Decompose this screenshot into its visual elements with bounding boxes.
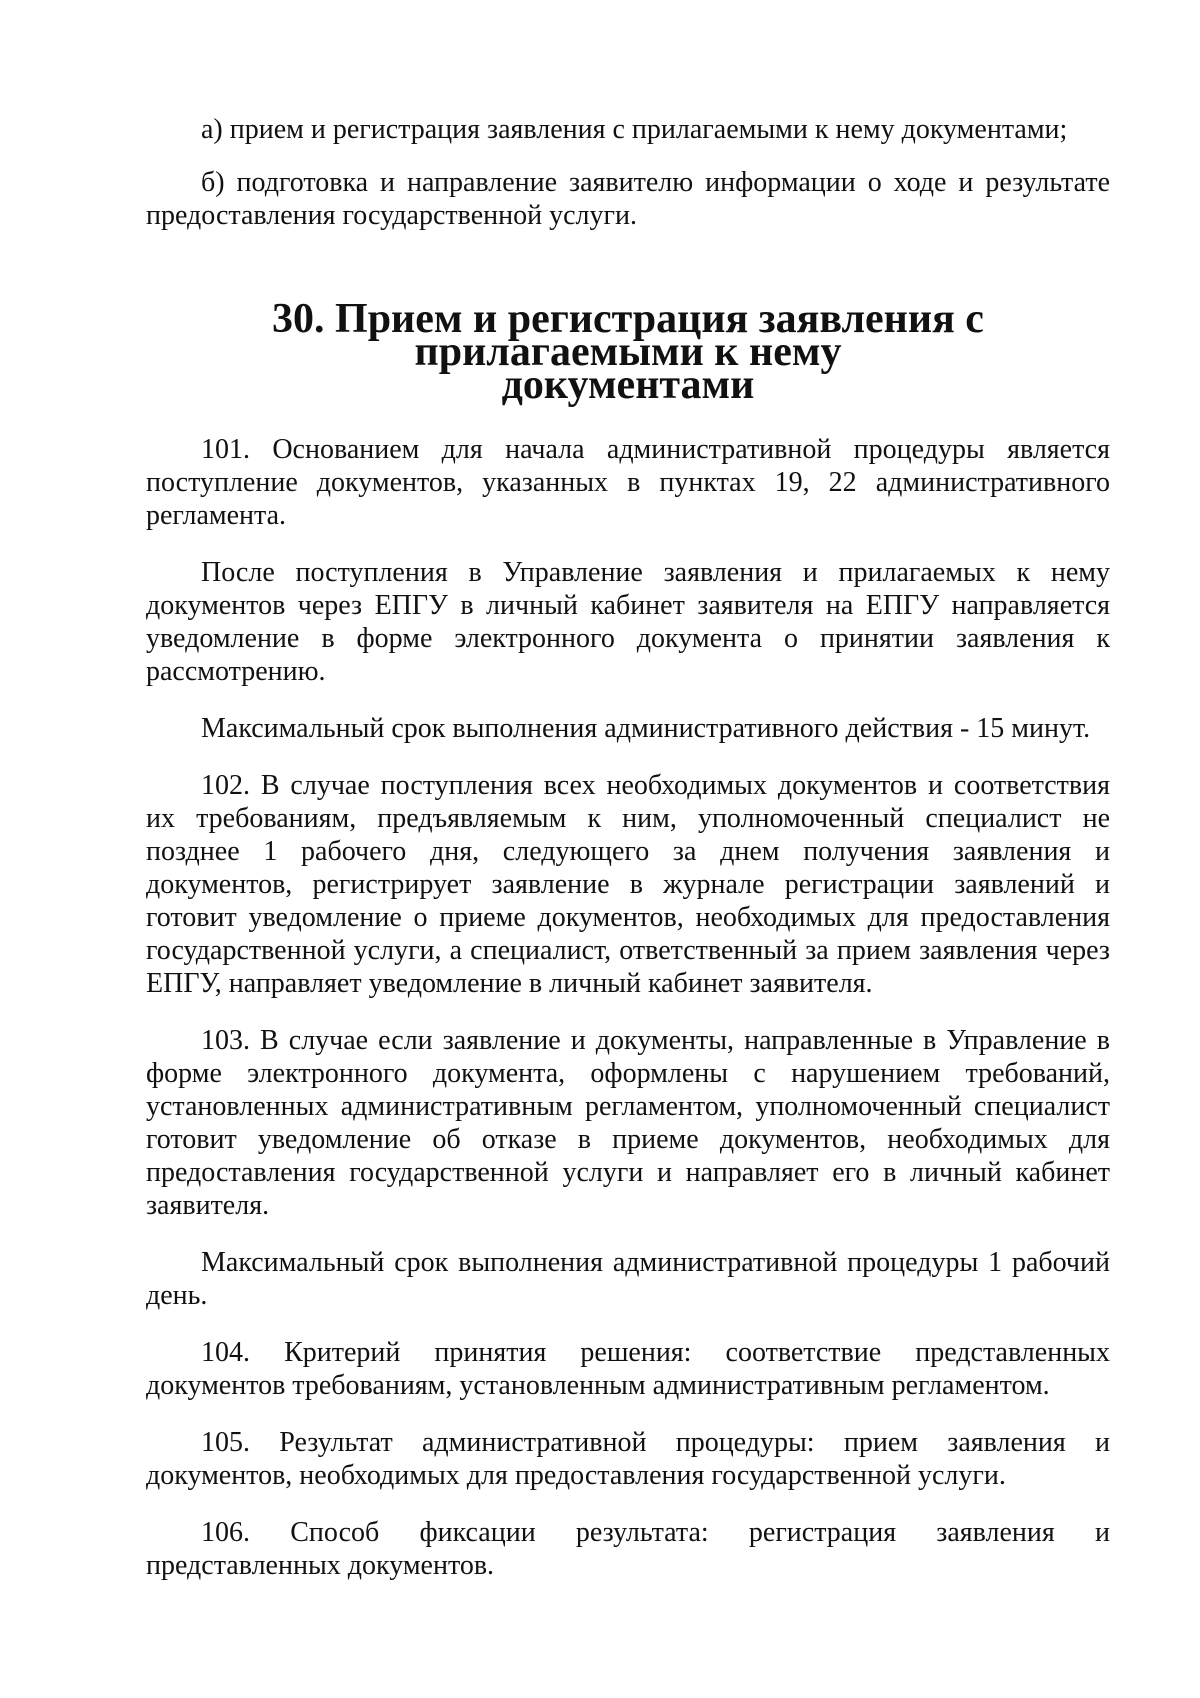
section-heading-line2: документами bbox=[501, 362, 755, 408]
paragraph-102: 102. В случае поступления всех необходимых документов и соответствия их требованиям, предъявляемым к ним, уполномоченный специалист не позднее 1 рабочего дня, следующего за днем получения заявления и документов, регистрирует заявление в журнале регистрации заявлений и готовит уведомление о приеме документов, необходимых для предоставления государственной услуги, а специалист, ответственный за прием заявления через ЕПГУ, направляет уведомление в личный кабинет заявителя. bbox=[146, 770, 1110, 999]
paragraph-105: 105. Результат административной процедуры: прием заявления и документов, необходимых для предоставления государственной услуги. bbox=[146, 1427, 1110, 1491]
paragraph-103: 103. В случае если заявление и документы, направленные в Управление в форме электронного документа, оформлены с нарушением требований, установленных административным регламентом, уполномоченный специалист готовит уведомление об отказе в приеме документов, необходимых для предоставления государственной услуги и направляет его в личный кабинет заявителя. bbox=[146, 1025, 1110, 1221]
paragraph-after-receipt: После поступления в Управление заявления и прилагаемых к нему документов через ЕПГУ в личный кабинет заявителя на ЕПГУ направляется уведомление в форме электронного документа о принятии заявления к рассмотрению. bbox=[146, 557, 1110, 687]
document-body bbox=[146, 113, 1110, 1606]
paragraph-104: 104. Критерий принятия решения: соответствие представленных документов требованиям, установленным административным регламентом. bbox=[146, 1337, 1110, 1401]
intro-item-a: а) прием и регистрация заявления с прилагаемыми к нему документами; bbox=[201, 114, 1068, 145]
section-heading-line1: 30. Прием и регистрация заявления с прилагаемыми к нему bbox=[272, 296, 984, 375]
section-heading bbox=[146, 296, 1110, 408]
paragraph-106: 106. Способ фиксации результата: регистрация заявления и представленных документов. bbox=[146, 1517, 1110, 1581]
paragraph-max-time-action: Максимальный срок выполнения административного действия - 15 минут. bbox=[201, 713, 1091, 744]
intro-item-b: б) подготовка и направление заявителю информации о ходе и результате предоставления государственной услуги. bbox=[146, 167, 1110, 231]
paragraph-max-time-procedure: Максимальный срок выполнения административной процедуры 1 рабочий день. bbox=[146, 1247, 1110, 1311]
paragraph-101: 101. Основанием для начала административной процедуры является поступление документов, указанных в пунктах 19, 22 административного регламента. bbox=[146, 434, 1110, 531]
